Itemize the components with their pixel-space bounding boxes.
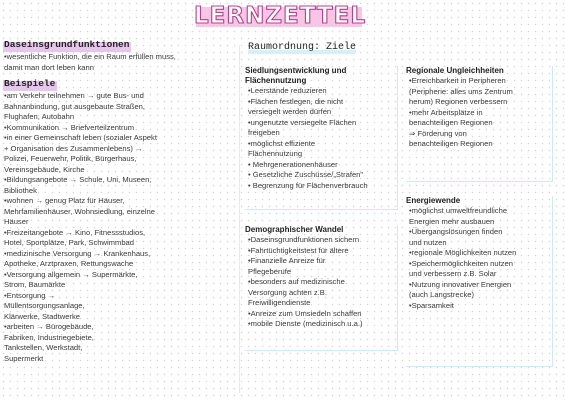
example-line: •Kommunikation → Briefverteilzentrum bbox=[4, 122, 135, 132]
box-line: •Anreize zum Umsiedeln schaffen bbox=[248, 308, 362, 318]
box-line: • Begrenzung für Flächenverbrauch bbox=[248, 180, 368, 190]
box-title-energiewende: Energiewende bbox=[406, 196, 461, 205]
box-line: •Übergangslösungen finden bbox=[409, 227, 503, 236]
box-lines-regionale-ungleichheiten bbox=[406, 76, 552, 150]
heading-daseinsgrundfunktionen: Daseinsgrundfunktionen bbox=[4, 39, 130, 50]
example-line: Supermerkt bbox=[4, 353, 44, 363]
box-line: • Gesetzliche Zuschüsse/„Strafen" bbox=[248, 170, 364, 179]
example-line: Strom, Baumärkte bbox=[4, 280, 66, 289]
box-line: Energien mehr ausbauen bbox=[409, 216, 495, 226]
example-line: Polizei, Feuerwehr, Politik, Bürgerhaus, bbox=[4, 154, 137, 163]
box-line: •möglichst effiziente bbox=[248, 138, 316, 148]
example-line: Hotel, Sportplätze, Park, Schwimmbad bbox=[4, 238, 134, 247]
box-lines-energiewende bbox=[406, 206, 552, 311]
box-line: •besonders auf medizinische bbox=[248, 277, 345, 286]
box-line: herum) Regionen verbessern bbox=[409, 97, 508, 106]
example-line: •wohnen → genug Platz für Häuser, bbox=[4, 196, 125, 205]
box-title-regionale-ungleichheiten: Regionale Ungleichheiten bbox=[406, 66, 504, 75]
column-divider bbox=[239, 45, 240, 393]
example-line: Apotheke, Arztpraxen, Rettungswache bbox=[4, 259, 134, 268]
example-line: •Versorgung allgemein → Supermärkte, bbox=[4, 269, 138, 279]
example-line: •Entsorgung → bbox=[4, 290, 56, 300]
example-line: Fabriken, Industriegebiete, bbox=[4, 332, 94, 342]
definition-line: •wesentliche Funktion, die ein Raum erfüllen muss, bbox=[4, 52, 176, 61]
box-line: (Peripherie: alles ums Zentrum bbox=[409, 86, 513, 96]
box-line: •Daseinsgrundfunktionen sichern bbox=[248, 235, 360, 244]
example-line: •in einer Gemeinschaft leben (sozialer Aspekt bbox=[4, 133, 157, 142]
box-line: •mobile Dienste (medizinisch u.a.) bbox=[248, 319, 363, 328]
box-line: und verbessern z.B. Solar bbox=[409, 269, 497, 278]
example-line: Flughafen, Autobahn bbox=[4, 112, 75, 121]
raumordnung-heading bbox=[248, 42, 356, 53]
heading-beispiele: Beispiele bbox=[4, 78, 56, 89]
box-line: benachteiligen Regionen bbox=[409, 139, 493, 148]
definition-text bbox=[4, 52, 236, 73]
example-line: •Bildungsangebote → Schule, Uni, Museen, bbox=[4, 175, 152, 184]
box-title-demographischer-wandel: Demographischer Wandel bbox=[245, 225, 344, 234]
box-line: •möglichst umweltfreundliche bbox=[409, 206, 508, 215]
raumordnung-heading-text: Raumordnung: Ziele bbox=[248, 42, 357, 53]
box-line: •Sparsamkeit bbox=[409, 300, 454, 310]
example-line: •am Verkehr teilnehmen → gute Bus- und bbox=[4, 91, 144, 100]
definition-line: damit man dort leben kann bbox=[4, 62, 94, 72]
box-line: freigeben bbox=[248, 128, 280, 137]
box-line: Versorgung achten z.B. bbox=[248, 287, 327, 297]
example-line: •Freizeitangebote → Kino, Fitnessstudios, bbox=[4, 227, 146, 237]
box-line: •Leerstände reduzieren bbox=[248, 86, 327, 95]
box-line: versiegelt werden dürfen bbox=[248, 107, 332, 116]
box-line: •Speichermöglichkeiten nutzen bbox=[409, 258, 513, 268]
example-line: Vereinsgebäude, Kirche bbox=[4, 164, 85, 174]
box-line: •mehr Arbeitsplätze in bbox=[409, 107, 483, 117]
example-line: Bahnanbindung, gut ausgebaute Straßen, bbox=[4, 101, 146, 111]
box-title-siedlungsentwicklung: Siedlungsentwicklung und bbox=[245, 66, 347, 75]
box-title-siedlungsentwicklung: Flächennutzung bbox=[245, 76, 307, 85]
example-line: Müllentsorgungsanlage, bbox=[4, 301, 85, 310]
example-line: Tankstellen, Werkstadt, bbox=[4, 343, 83, 352]
box-demographischer-wandel bbox=[245, 225, 398, 351]
box-line: und nutzen bbox=[409, 237, 447, 247]
box-line: Pflegeberufe bbox=[248, 266, 292, 276]
box-lines-siedlungsentwicklung bbox=[245, 86, 397, 191]
examples-list bbox=[4, 91, 236, 364]
left-column bbox=[4, 34, 236, 364]
box-line: •Erreichbarkeit in Peripheren bbox=[409, 76, 506, 85]
box-line: •Finanzielle Anreize für bbox=[248, 256, 326, 265]
box-line: •regionale Möglichkeiten nutzen bbox=[409, 248, 517, 257]
example-line: + Organisation des Zusammenlebens) → bbox=[4, 143, 143, 153]
box-line: benachteiligen Regionen bbox=[409, 118, 493, 127]
example-line: •arbeiten → Bürogebäude, bbox=[4, 322, 94, 331]
box-line: •Fahrtüchtigkeitstest für ältere bbox=[248, 245, 349, 255]
example-line: Bibliothek bbox=[4, 185, 37, 195]
box-line: • Mehrgenerationenhäuser bbox=[248, 159, 338, 169]
box-line: Freiwilligendienste bbox=[248, 298, 311, 307]
box-line: •Flächen festlegen, die nicht bbox=[248, 96, 344, 106]
page-title: LERNZETTEL bbox=[194, 3, 366, 29]
example-line: Mehrfamilienhäuser, Wohnsiedlung, einzelne bbox=[4, 206, 155, 216]
box-energiewende bbox=[406, 196, 553, 367]
box-line: •Nutzung innovativer Energien bbox=[409, 279, 512, 289]
box-line: •ungenutzte versiegelte Flächen bbox=[248, 117, 357, 127]
example-line: •medizinische Versorgung → Krankenhaus, bbox=[4, 248, 151, 258]
example-line: Klärwerke, Stadtwerke bbox=[4, 311, 80, 321]
box-siedlungsentwicklung bbox=[245, 66, 398, 210]
box-regionale-ungleichheiten bbox=[406, 66, 553, 182]
box-line: ⇒ Förderung von bbox=[409, 128, 467, 138]
box-lines-demographischer-wandel bbox=[245, 235, 397, 330]
example-line: Häuser bbox=[4, 217, 29, 226]
box-line: Flächennutzung bbox=[248, 149, 303, 158]
box-line: (auch Langstrecke) bbox=[409, 290, 475, 299]
